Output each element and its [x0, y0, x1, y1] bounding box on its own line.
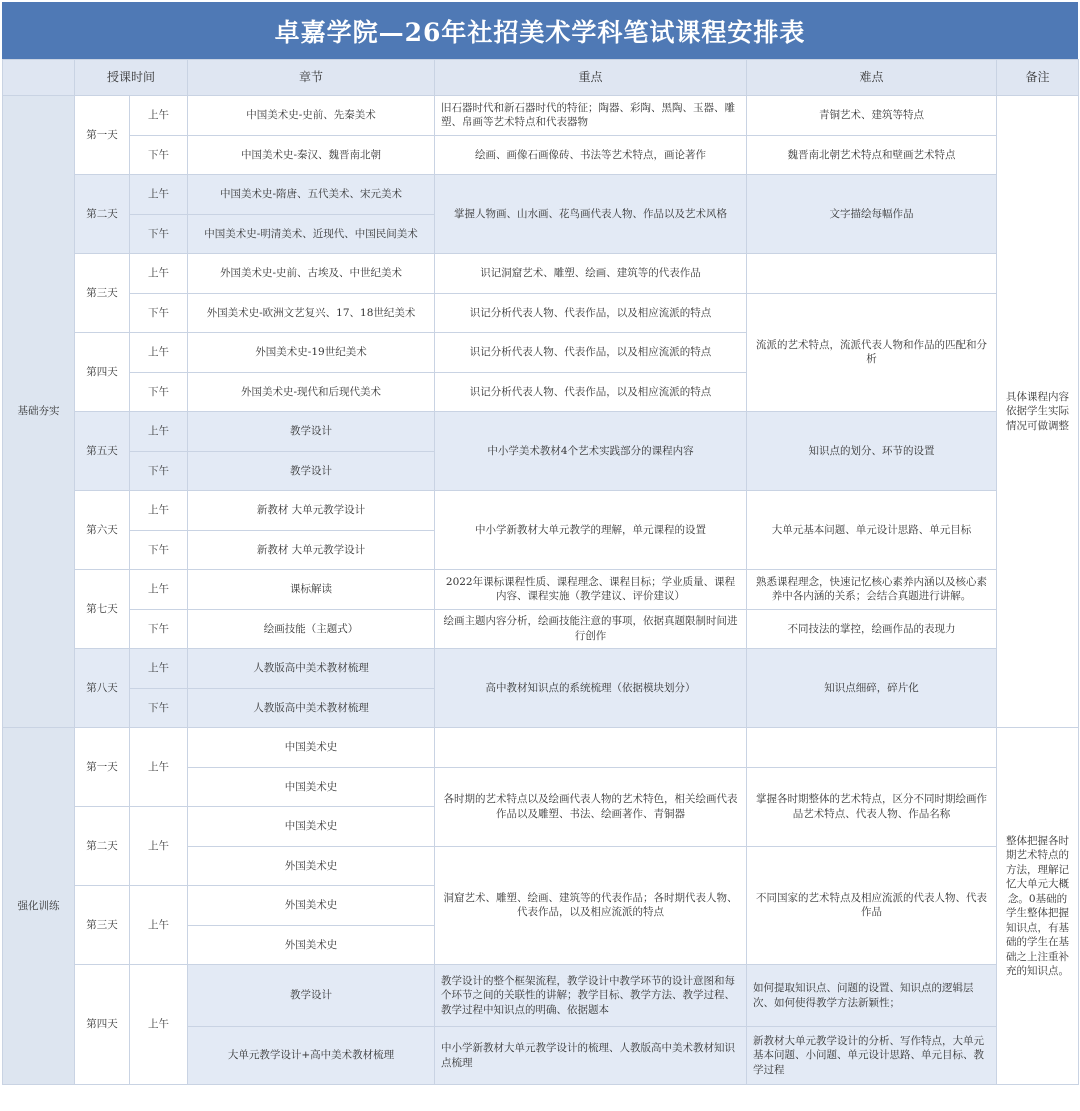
day-label: 第一天 — [75, 728, 130, 807]
chapter-cell: 教学设计 — [188, 965, 435, 1027]
notes-intensive: 整体把握各时期艺术特点的方法，理解记忆大单元大概念。0基础的学生整体把握知识点，有基础的学生在基础之上注重补充的知识点。 — [997, 728, 1079, 1085]
day-label: 第五天 — [75, 412, 130, 491]
chapter-cell: 大单元教学设计+高中美术教材梳理 — [188, 1027, 435, 1085]
day-label: 第三天 — [75, 254, 130, 333]
time-slot: 上午 — [130, 570, 188, 610]
key-cell: 教学设计的整个框架流程，教学设计中教学环节的设计意图和每个环节之间的关联性的讲解；教学目标、教学方法、教学过程、教学过程中知识点的明确、依据题本 — [435, 965, 747, 1027]
difficulty-cell-blank — [747, 254, 997, 294]
key-cell: 识记分析代表人物、代表作品，以及相应流派的特点 — [435, 333, 747, 373]
time-slot: 下午 — [130, 451, 188, 491]
table-row — [3, 491, 1079, 531]
table-row — [3, 728, 1079, 768]
difficulty-cell: 熟悉课程理念，快速记忆核心素养内涵以及核心素养中各内涵的关系；会结合真题进行讲解。 — [747, 570, 997, 610]
difficulty-cell: 流派的艺术特点，流派代表人物和作品的匹配和分析 — [747, 293, 997, 412]
key-cell: 识记分析代表人物、代表作品，以及相应流派的特点 — [435, 293, 747, 333]
difficulty-cell: 青铜艺术、建筑等特点 — [747, 96, 997, 136]
key-cell: 洞窟艺术、雕塑、绘画、建筑等的代表作品；各时期代表人物、代表作品，以及相应流派的特点 — [435, 846, 747, 965]
chapter-cell: 中国美术史-隋唐、五代美术、宋元美术 — [188, 175, 435, 215]
day-label: 第二天 — [75, 175, 130, 254]
header-difficulty: 难点 — [747, 60, 997, 96]
chapter-cell: 新教材 大单元教学设计 — [188, 530, 435, 570]
day-label: 第一天 — [75, 96, 130, 175]
chapter-cell: 教学设计 — [188, 451, 435, 491]
day-label: 第三天 — [75, 886, 130, 965]
table-row — [3, 965, 1079, 1027]
chapter-cell: 外国美术史-19世纪美术 — [188, 333, 435, 373]
key-cell: 中小学新教材大单元教学的理解，单元课程的设置 — [435, 491, 747, 570]
chapter-cell: 外国美术史-史前、古埃及、中世纪美术 — [188, 254, 435, 294]
time-slot: 上午 — [130, 807, 188, 886]
key-cell: 绘画、画像石画像砖、书法等艺术特点，画论著作 — [435, 135, 747, 175]
time-slot: 上午 — [130, 254, 188, 294]
header-time: 授课时间 — [75, 60, 188, 96]
time-slot: 上午 — [130, 649, 188, 689]
header-row — [3, 60, 1079, 96]
notes-basic: 具体课程内容依据学生实际情况可做调整 — [997, 96, 1079, 728]
chapter-cell: 外国美术史 — [188, 886, 435, 926]
chapter-cell: 外国美术史 — [188, 846, 435, 886]
difficulty-cell-blank — [747, 728, 997, 768]
key-cell: 旧石器时代和新石器时代的特征；陶器、彩陶、黑陶、玉器、雕塑、帛画等艺术特点和代表器物 — [435, 96, 747, 136]
key-cell: 中小学新教材大单元教学设计的梳理、人教版高中美术教材知识点梳理 — [435, 1027, 747, 1085]
time-slot: 上午 — [130, 412, 188, 452]
chapter-cell: 中国美术史-明清美术、近现代、中国民间美术 — [188, 214, 435, 254]
section-intensive: 强化训练 — [3, 728, 75, 1085]
time-slot: 上午 — [130, 491, 188, 531]
chapter-cell: 外国美术史-现代和后现代美术 — [188, 372, 435, 412]
section-basic: 基础夯实 — [3, 96, 75, 728]
time-slot: 下午 — [130, 293, 188, 333]
chapter-cell: 外国美术史-欧洲文艺复兴、17、18世纪美术 — [188, 293, 435, 333]
table-row — [3, 96, 1079, 136]
time-slot: 上午 — [130, 333, 188, 373]
day-label: 第八天 — [75, 649, 130, 728]
time-slot: 下午 — [130, 372, 188, 412]
table-row — [3, 254, 1079, 294]
difficulty-cell: 知识点的划分、环节的设置 — [747, 412, 997, 491]
difficulty-cell: 不同技法的掌控，绘画作品的表现力 — [747, 609, 997, 649]
day-label: 第七天 — [75, 570, 130, 649]
page-title: 卓嘉学院—26年社招美术学科笔试课程安排表 — [2, 2, 1078, 59]
chapter-cell: 中国美术史-史前、先秦美术 — [188, 96, 435, 136]
table-row — [3, 135, 1079, 175]
chapter-cell: 中国美术史 — [188, 807, 435, 847]
difficulty-cell: 大单元基本问题、单元设计思路、单元目标 — [747, 491, 997, 570]
key-cell-blank — [435, 728, 747, 768]
day-label: 第二天 — [75, 807, 130, 886]
table-row — [3, 609, 1079, 649]
time-slot: 上午 — [130, 728, 188, 807]
chapter-cell: 中国美术史-秦汉、魏晋南北朝 — [188, 135, 435, 175]
difficulty-cell: 魏晋南北朝艺术特点和壁画艺术特点 — [747, 135, 997, 175]
difficulty-cell: 知识点细碎，碎片化 — [747, 649, 997, 728]
difficulty-cell: 新教材大单元教学设计的分析、写作特点，大单元基本问题、小问题、单元设计思路、单元目标、教学过程 — [747, 1027, 997, 1085]
time-slot: 下午 — [130, 214, 188, 254]
time-slot: 下午 — [130, 135, 188, 175]
table-row — [3, 649, 1079, 689]
time-slot: 上午 — [130, 96, 188, 136]
chapter-cell: 外国美术史 — [188, 925, 435, 965]
table-row — [3, 293, 1079, 333]
key-cell: 2022年课标课程性质、课程理念、课程目标；学业质量、课程内容、课程实施（教学建议、评价建议） — [435, 570, 747, 610]
chapter-cell: 绘画技能（主题式） — [188, 609, 435, 649]
header-blank — [3, 60, 75, 96]
time-slot: 上午 — [130, 886, 188, 965]
table-row — [3, 175, 1079, 215]
chapter-cell: 新教材 大单元教学设计 — [188, 491, 435, 531]
schedule-table — [2, 59, 1079, 1085]
difficulty-cell: 文字描绘每幅作品 — [747, 175, 997, 254]
difficulty-cell: 如何提取知识点、问题的设置、知识点的逻辑层次、如何使得教学方法新颖性； — [747, 965, 997, 1027]
time-slot: 上午 — [130, 965, 188, 1085]
key-cell: 高中教材知识点的系统梳理（依据模块划分） — [435, 649, 747, 728]
key-cell: 中小学美术教材4个艺术实践部分的课程内容 — [435, 412, 747, 491]
chapter-cell: 人教版高中美术教材梳理 — [188, 688, 435, 728]
table-row — [3, 412, 1079, 452]
chapter-cell: 中国美术史 — [188, 767, 435, 807]
day-label: 第四天 — [75, 965, 130, 1085]
time-slot: 上午 — [130, 175, 188, 215]
key-cell: 掌握人物画、山水画、花鸟画代表人物、作品以及艺术风格 — [435, 175, 747, 254]
table-row — [3, 570, 1079, 610]
header-chapter: 章节 — [188, 60, 435, 96]
chapter-cell: 课标解读 — [188, 570, 435, 610]
day-label: 第六天 — [75, 491, 130, 570]
key-cell: 绘画主题内容分析，绘画技能注意的事项，依据真题限制时间进行创作 — [435, 609, 747, 649]
header-key: 重点 — [435, 60, 747, 96]
time-slot: 下午 — [130, 609, 188, 649]
chapter-cell: 中国美术史 — [188, 728, 435, 768]
key-cell: 各时期的艺术特点以及绘画代表人物的艺术特色，相关绘画代表作品以及雕塑、书法、绘画著作、青铜器 — [435, 767, 747, 846]
day-label: 第四天 — [75, 333, 130, 412]
key-cell: 识记洞窟艺术、雕塑、绘画、建筑等的代表作品 — [435, 254, 747, 294]
time-slot: 下午 — [130, 530, 188, 570]
difficulty-cell: 掌握各时期整体的艺术特点，区分不同时期绘画作品艺术特点、代表人物、作品名称 — [747, 767, 997, 846]
chapter-cell: 教学设计 — [188, 412, 435, 452]
key-cell: 识记分析代表人物、代表作品，以及相应流派的特点 — [435, 372, 747, 412]
difficulty-cell: 不同国家的艺术特点及相应流派的代表人物、代表作品 — [747, 846, 997, 965]
header-notes: 备注 — [997, 60, 1079, 96]
time-slot: 下午 — [130, 688, 188, 728]
chapter-cell: 人教版高中美术教材梳理 — [188, 649, 435, 689]
